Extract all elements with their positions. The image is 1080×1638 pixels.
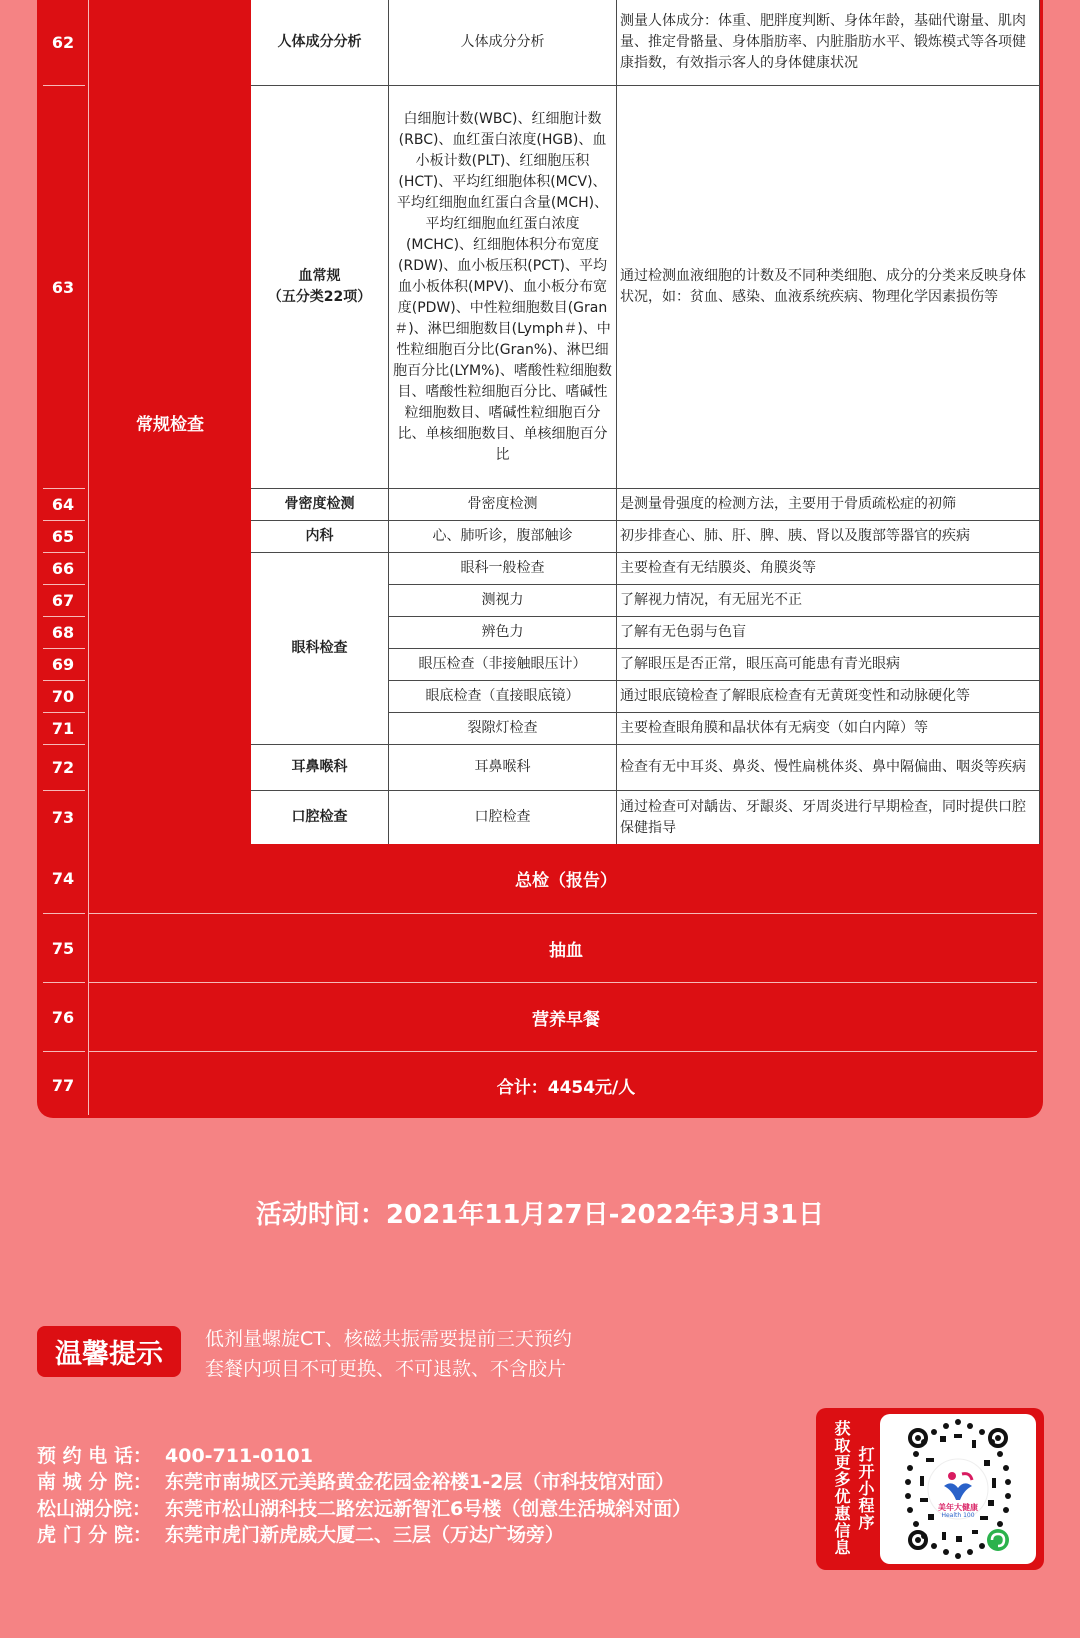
tip-line: 低剂量螺旋CT、核磁共振需要提前三天预约 — [205, 1328, 572, 1350]
row-number: 64 — [51, 495, 75, 514]
miniprogram-qr-code[interactable] — [880, 1414, 1036, 1564]
contact-label: 虎 门 分 院： — [37, 1524, 152, 1546]
summary-row: 抽血 — [549, 940, 583, 961]
brand-name-en: Health 100 — [941, 1512, 975, 1519]
qr-promo-text: 获取更多优惠信息 — [832, 1420, 851, 1556]
exam-description: 检查有无中耳炎、鼻炎、慢性扁桃体炎、鼻中隔偏曲、咽炎等疾病 — [617, 745, 1040, 791]
row-number: 75 — [51, 938, 75, 958]
exam-item: 白细胞计数(WBC)、红细胞计数(RBC)、血红蛋白浓度(HGB)、血小板计数(PLT)、红细胞压积(HCT)、平均红细胞体积(MCV)、平均红细胞血红蛋白含量(MCH)、平均红细胞血红蛋白浓度(MCHC)、红细胞体积分布宽度(RDW)、血小板压积(PCT)、平均血小板体积(MPV)、血小板分布宽度(PDW)、中性粒细胞数目(Gran＃)、淋巴细胞数目(Lymph＃)、中性粒细胞百分比(Gran%)、淋巴细胞百分比(LYM%)、嗜酸性粒细胞数目、嗜酸性粒细胞百分比、嗜碱性粒细胞数目、嗜碱性粒细胞百分比、单核细胞数目、单核细胞百分比 — [389, 86, 617, 489]
row-number: 72 — [51, 758, 75, 777]
exam-description: 通过眼底镜检查了解眼底检查有无黄斑变性和动脉硬化等 — [617, 681, 1040, 713]
exam-description: 测量人体成分：体重、肥胖度判断、身体年龄，基础代谢量、肌肉量、推定骨骼量、身体脂肪率、内脏脂肪水平、锻炼模式等各项健康指数，有效指示客人的身体健康状况 — [617, 0, 1040, 86]
tips-badge: 温馨提示 — [37, 1326, 181, 1377]
exam-name: 眼科检查 — [251, 553, 389, 745]
row-number: 67 — [51, 591, 75, 610]
contact-value: 东莞市南城区元美路黄金花园金裕楼1-2层（市科技馆对面） — [165, 1471, 675, 1493]
exam-item: 测视力 — [389, 585, 617, 617]
contact-value[interactable]: 400-711-0101 — [165, 1445, 313, 1467]
row-number: 76 — [51, 1007, 75, 1027]
exam-item: 裂隙灯检查 — [389, 713, 617, 745]
row-number: 62 — [51, 33, 75, 52]
contact-humen — [37, 1520, 564, 1547]
qr-open-text: 打开小程序 — [856, 1446, 875, 1531]
row-number: 73 — [51, 808, 75, 827]
exam-grid — [251, 0, 1040, 844]
contact-label: 南 城 分 院： — [37, 1471, 152, 1493]
total-price: 合计：4454元/人 — [496, 1077, 636, 1098]
summary-row: 营养早餐 — [532, 1009, 600, 1030]
exam-name: 人体成分分析 — [251, 0, 389, 86]
contact-value: 东莞市虎门新虎威大厦二、三层（万达广场旁） — [165, 1524, 565, 1546]
exam-description: 通过检测血液细胞的计数及不同种类细胞、成分的分类来反映身体状况，如：贫血、感染、血液系统疾病、物理化学因素损伤等 — [617, 86, 1040, 489]
row-number: 63 — [51, 277, 75, 297]
contact-phone — [37, 1441, 313, 1468]
exam-description: 了解有无色弱与色盲 — [617, 617, 1040, 649]
exam-description: 初步排查心、肺、肝、脾、胰、肾以及腹部等器官的疾病 — [617, 521, 1040, 553]
exam-description: 了解视力情况，有无屈光不正 — [617, 585, 1040, 617]
exam-item: 眼科一般检查 — [389, 553, 617, 585]
exam-item: 辨色力 — [389, 617, 617, 649]
exam-name: 口腔检查 — [251, 791, 389, 844]
exam-description: 主要检查有无结膜炎、角膜炎等 — [617, 553, 1040, 585]
summary-row: 总检（报告） — [515, 871, 617, 891]
exam-item: 人体成分分析 — [389, 0, 617, 86]
brand-name: 美年大健康 — [938, 1503, 978, 1512]
row-number: 69 — [51, 655, 75, 674]
exam-name: 血常规 （五分类22项） — [251, 86, 389, 489]
row-number: 66 — [51, 559, 75, 578]
exam-name: 骨密度检测 — [251, 489, 389, 521]
exam-item: 骨密度检测 — [389, 489, 617, 521]
tip-line: 套餐内项目不可更换、不可退款、不含胶片 — [205, 1358, 567, 1380]
contact-songshanhu — [37, 1494, 691, 1521]
row-number: 68 — [51, 623, 75, 642]
exam-name: 内科 — [251, 521, 389, 553]
exam-item: 口腔检查 — [389, 791, 617, 844]
exam-table — [37, 0, 1043, 1118]
exam-description: 了解眼压是否正常，眼压高可能患有青光眼病 — [617, 649, 1040, 681]
row-number: 71 — [51, 719, 75, 738]
exam-item: 心、肺听诊，腹部触诊 — [389, 521, 617, 553]
contact-value: 东莞市松山湖科技二路宏远新智汇6号楼（创意生活城斜对面） — [165, 1498, 692, 1520]
exam-item: 眼压检查（非接触眼压计） — [389, 649, 617, 681]
exam-description: 通过检查可对龋齿、牙龈炎、牙周炎进行早期检查，同时提供口腔保健指导 — [617, 791, 1040, 844]
contact-label: 预 约 电 话： — [37, 1445, 152, 1467]
exam-item: 耳鼻喉科 — [389, 745, 617, 791]
exam-description: 主要检查眼角膜和晶状体有无病变（如白内障）等 — [617, 713, 1040, 745]
qr-code-icon — [880, 1414, 1036, 1564]
contact-label: 松山湖分院： — [37, 1498, 152, 1520]
row-number: 77 — [51, 1075, 75, 1095]
exam-item: 眼底检查（直接眼底镜） — [389, 681, 617, 713]
category-label: 常规检查 — [136, 414, 204, 435]
exam-description: 是测量骨强度的检测方法，主要用于骨质疏松症的初筛 — [617, 489, 1040, 521]
row-number: 65 — [51, 527, 75, 546]
row-number: 70 — [51, 687, 75, 706]
qr-card — [816, 1408, 1044, 1570]
contact-nancheng — [37, 1467, 674, 1494]
exam-name: 耳鼻喉科 — [251, 745, 389, 791]
activity-period: 活动时间：2021年11月27日-2022年3月31日 — [255, 1200, 825, 1230]
row-number: 74 — [51, 869, 75, 888]
